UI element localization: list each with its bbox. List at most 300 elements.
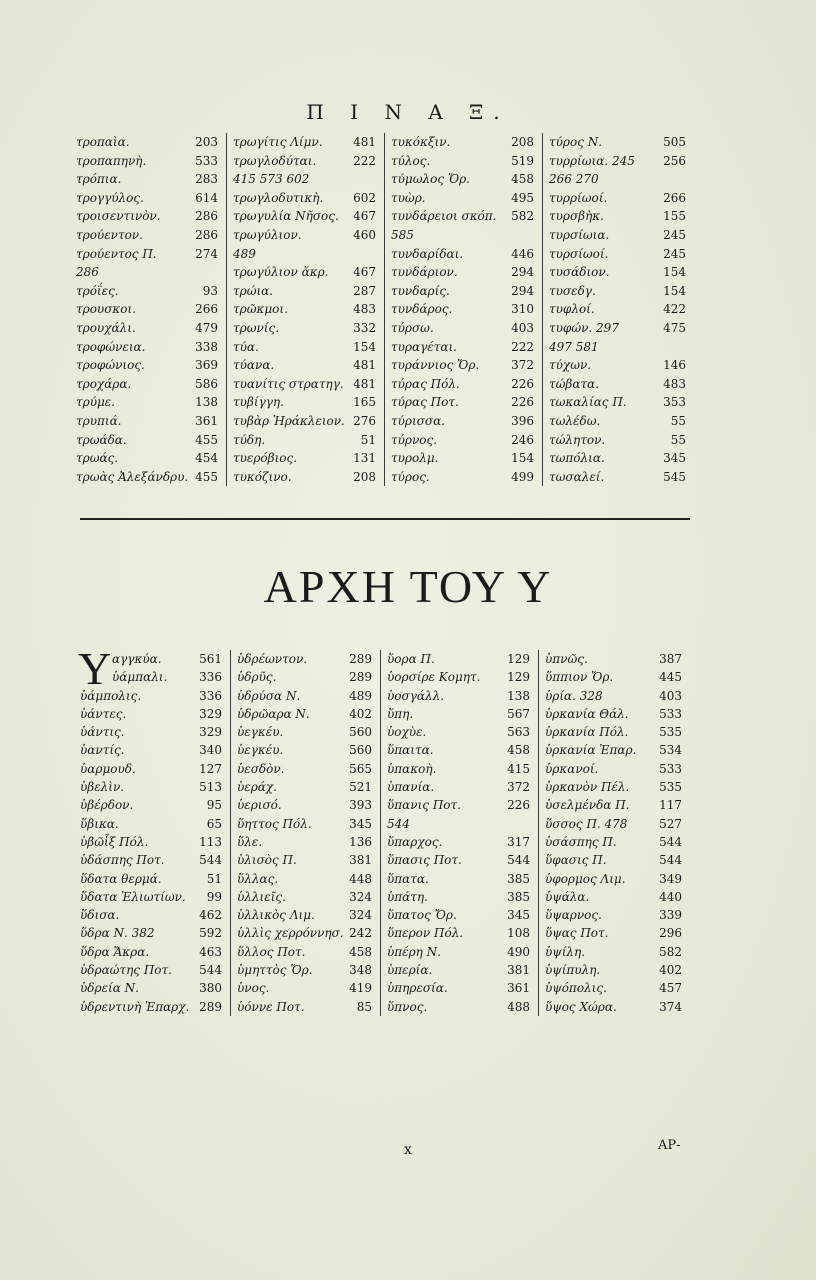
index-entry — [549, 300, 694, 319]
entry-page-number: 289 — [199, 999, 222, 1014]
entry-term: τώλητον. — [549, 432, 606, 447]
entry-page-number: 155 — [663, 209, 686, 224]
entry-term: τυνδάρος. — [391, 302, 453, 317]
entry-term: τροισεντινὸν. — [76, 209, 161, 224]
catchword: ΑΡ- — [658, 1138, 681, 1153]
entry-term: ὕορα Π. — [387, 652, 435, 666]
index-entry — [391, 412, 542, 431]
entry-page-number: 463 — [199, 944, 222, 959]
index-entry — [549, 412, 694, 431]
top-column — [384, 133, 542, 486]
entry-page-number: 467 — [353, 265, 376, 280]
entry-term: ὑεράχ. — [237, 780, 277, 795]
index-entry — [545, 668, 690, 686]
entry-term: τροφώνεια. — [76, 339, 146, 354]
entry-term: τρωγύλιον ἄκρ. — [233, 265, 329, 280]
entry-term: τυράννιος Ὄρ. — [391, 358, 480, 373]
index-entry — [237, 998, 380, 1016]
entry-term: ὑδρεία Ν. — [80, 981, 139, 996]
entry-page-number: 415 — [507, 761, 530, 776]
index-entry — [545, 924, 690, 942]
entry-page-number: 339 — [659, 908, 682, 923]
entry-term: τρωγύλιον. — [233, 227, 302, 242]
entry-page-number: 294 — [511, 283, 534, 298]
entry-term: ὕπη. — [387, 706, 414, 721]
entry-term: ὑδρῶαρα Ν. — [237, 706, 310, 721]
entry-page-number: 55 — [670, 432, 686, 447]
index-entry — [545, 851, 690, 869]
entry-term: τυερόβιος. — [233, 451, 298, 466]
entry-term: τυραγέται. — [391, 339, 457, 354]
entry-page-number: 458 — [511, 172, 534, 187]
index-entry — [237, 741, 380, 759]
index-entry — [387, 888, 538, 906]
index-entry — [387, 943, 538, 961]
entry-page-number: 294 — [511, 265, 534, 280]
index-entry — [237, 687, 380, 705]
entry-page-number: 129 — [507, 652, 530, 666]
index-entry — [237, 979, 380, 997]
index-entry — [545, 833, 690, 851]
entry-page-number: 454 — [195, 451, 218, 466]
index-entry — [549, 282, 694, 301]
index-entry — [387, 760, 538, 778]
entry-page-number: 154 — [511, 451, 534, 466]
entry-page-number: 283 — [195, 172, 218, 187]
entry-term: τύρος Ν. — [549, 135, 603, 149]
entry-term: τροχάρα. — [76, 376, 132, 391]
entry-page-number: 345 — [507, 908, 530, 923]
entry-term: ὕπνος. — [387, 999, 428, 1014]
index-entry — [80, 650, 230, 668]
entry-page-number: 495 — [511, 190, 534, 205]
entry-term: τυφών. 297 — [549, 320, 619, 335]
entry-page-number: 490 — [507, 944, 530, 959]
entry-page-number: 385 — [507, 889, 530, 904]
index-entry — [545, 741, 690, 759]
entry-term: τώβατα. — [549, 376, 600, 391]
entry-term: ὑεσδὸν. — [237, 761, 285, 776]
entry-page-number: 226 — [511, 376, 534, 391]
index-entry — [549, 226, 694, 245]
index-entry — [391, 319, 542, 338]
entry-term: τύα. — [233, 339, 259, 354]
top-column — [226, 133, 384, 486]
entry-term: ὑλισὸς Π. — [237, 853, 297, 868]
entry-term: ὑψίλη. — [545, 944, 586, 959]
index-entry — [233, 300, 384, 319]
entry-term: τρωγίτις Λίμν. — [233, 135, 323, 149]
entry-term: ὕβικα. — [80, 816, 119, 831]
entry-page-number: 310 — [511, 302, 534, 317]
entry-page-number: 460 — [353, 227, 376, 242]
entry-term: τρωνίς. — [233, 320, 280, 335]
entry-page-number: 51 — [206, 871, 222, 886]
entry-page-number: 340 — [199, 743, 222, 758]
index-entry — [233, 338, 384, 357]
entry-term: ὑψόπολις. — [545, 981, 607, 996]
entry-term: ὑάμπολις. — [80, 688, 142, 703]
index-entry — [80, 778, 230, 796]
index-entry — [549, 468, 694, 487]
index-entry — [80, 833, 230, 851]
entry-term: ὑβῶἷξ Πόλ. — [80, 834, 149, 849]
entry-page-number: 534 — [659, 743, 682, 758]
index-entry — [549, 133, 694, 152]
entry-term: τύρνος. — [391, 432, 438, 447]
index-entry — [80, 723, 230, 741]
index-entry — [387, 906, 538, 924]
index-entry — [76, 338, 226, 357]
entry-page-number: 544 — [659, 834, 682, 849]
index-entry — [233, 431, 384, 450]
entry-page-number: 324 — [349, 889, 372, 904]
entry-page-number: 481 — [353, 135, 376, 149]
entry-term: τυνδαρίδαι. — [391, 246, 464, 261]
entry-term: ὑπανία. — [387, 780, 435, 795]
index-entry — [391, 375, 542, 394]
entry-page-number: 348 — [349, 963, 372, 978]
entry-term: ὑδρέωντον. — [237, 652, 308, 666]
index-entry — [76, 189, 226, 208]
index-entry — [387, 650, 538, 668]
index-entry — [549, 263, 694, 282]
entry-term: τυβίγγη. — [233, 395, 284, 410]
entry-page-number: 458 — [349, 944, 372, 959]
entry-term: 286 — [76, 265, 99, 280]
entry-term: τροπαὶα. — [76, 135, 130, 149]
entry-term: ὑπηρεσία. — [387, 981, 448, 996]
index-entry — [76, 431, 226, 450]
entry-term: 266 270 — [549, 172, 599, 187]
index-entry — [391, 300, 542, 319]
entry-page-number: 336 — [199, 670, 222, 685]
index-entry — [76, 468, 226, 487]
index-entry — [391, 263, 542, 282]
entry-page-number: 402 — [659, 963, 682, 978]
index-entry — [80, 888, 230, 906]
entry-page-number: 374 — [659, 999, 682, 1014]
index-entry — [237, 815, 380, 833]
bottom-column — [230, 650, 380, 1016]
entry-page-number: 203 — [195, 135, 218, 149]
entry-term: ὕλε. — [237, 834, 263, 849]
entry-page-number: 422 — [663, 302, 686, 317]
index-entry — [387, 778, 538, 796]
index-entry — [387, 998, 538, 1016]
entry-page-number: 349 — [659, 871, 682, 886]
entry-page-number: 256 — [663, 153, 686, 168]
entry-page-number: 154 — [663, 265, 686, 280]
entry-page-number: 467 — [353, 209, 376, 224]
entry-term: ὑπάτη. — [387, 889, 428, 904]
index-entry — [387, 741, 538, 759]
entry-page-number: 345 — [663, 451, 686, 466]
entry-term: τυὼρ. — [391, 190, 426, 205]
entry-page-number: 85 — [356, 999, 372, 1014]
index-entry — [391, 282, 542, 301]
index-entry — [549, 189, 694, 208]
entry-term: ὕπατα. — [387, 871, 429, 886]
entry-page-number: 527 — [659, 816, 682, 831]
entry-term: τυανίτις στρατηγ. — [233, 376, 344, 391]
signature-mark: x — [404, 1142, 412, 1158]
index-entry — [237, 870, 380, 888]
index-entry — [233, 319, 384, 338]
entry-page-number: 592 — [199, 926, 222, 941]
index-entry — [237, 723, 380, 741]
entry-term: ὕπασις Ποτ. — [387, 853, 462, 868]
entry-term: ὑπνῶς. — [545, 652, 588, 666]
index-entry — [391, 356, 542, 375]
entry-page-number: 479 — [195, 320, 218, 335]
entry-page-number: 95 — [206, 798, 222, 813]
entry-term: τροπαπηνὴ. — [76, 153, 147, 168]
entry-page-number: 286 — [195, 227, 218, 242]
index-entry — [549, 338, 694, 357]
entry-page-number: 289 — [349, 670, 372, 685]
entry-term: τυνδάρειοι σκόπ. — [391, 209, 497, 224]
entry-term: ὑοσγάλλ. — [387, 688, 445, 703]
entry-page-number: 533 — [195, 153, 218, 168]
entry-term: τρωάδα. — [76, 432, 127, 447]
index-entry — [80, 998, 230, 1016]
top-index-table — [76, 133, 716, 486]
index-entry — [76, 319, 226, 338]
entry-term: τρωγλοδυτικὴ. — [233, 190, 324, 205]
entry-term: τρῶκμοι. — [233, 302, 288, 317]
entry-page-number: 563 — [507, 725, 530, 740]
entry-page-number: 448 — [349, 871, 372, 886]
index-entry — [80, 870, 230, 888]
entry-term: ὑπερία. — [387, 963, 433, 978]
entry-page-number: 481 — [353, 376, 376, 391]
index-entry — [237, 668, 380, 686]
entry-page-number: 129 — [507, 670, 530, 685]
index-entry — [80, 851, 230, 869]
entry-term: τυρσίωοί. — [549, 246, 609, 261]
bottom-column — [538, 650, 690, 1016]
index-entry — [76, 170, 226, 189]
entry-term: τυνδάριον. — [391, 265, 458, 280]
entry-term: ὑνος. — [237, 981, 270, 996]
entry-term: ὕψας Ποτ. — [545, 926, 609, 941]
entry-page-number: 561 — [199, 652, 222, 666]
entry-term: ὑδραώτης Ποτ. — [80, 963, 172, 978]
entry-page-number: 372 — [511, 358, 534, 373]
index-entry — [80, 815, 230, 833]
bottom-index-table — [80, 650, 720, 1016]
entry-term: τρούεντον. — [76, 227, 143, 242]
entry-page-number: 336 — [199, 688, 222, 703]
index-entry — [80, 796, 230, 814]
entry-page-number: 602 — [353, 190, 376, 205]
entry-term: ὕδατα Ἐλιωτίων. — [80, 889, 186, 904]
entry-page-number: 380 — [199, 981, 222, 996]
index-entry — [76, 282, 226, 301]
entry-page-number: 567 — [507, 706, 530, 721]
entry-term: τύρας Ποτ. — [391, 395, 459, 410]
entry-page-number: 475 — [663, 320, 686, 335]
entry-term: ὑορσίρε Κομητ. — [387, 670, 481, 685]
entry-page-number: 544 — [659, 853, 682, 868]
entry-term: ὑρκανοί. — [545, 761, 599, 776]
entry-page-number: 93 — [202, 283, 218, 298]
index-entry — [76, 207, 226, 226]
index-entry — [233, 245, 384, 264]
entry-page-number: 372 — [507, 780, 530, 795]
entry-term: τυκόκξιν. — [391, 135, 451, 149]
entry-term: τρυπιά. — [76, 413, 122, 428]
index-entry — [233, 356, 384, 375]
index-entry — [545, 870, 690, 888]
index-entry — [237, 705, 380, 723]
entry-term: τυφλοί. — [549, 302, 595, 317]
index-entry — [237, 961, 380, 979]
entry-page-number: 521 — [349, 780, 372, 795]
index-entry — [80, 979, 230, 997]
entry-page-number: 361 — [195, 413, 218, 428]
entry-page-number: 544 — [199, 853, 222, 868]
entry-term: τύρισσα. — [391, 413, 445, 428]
entry-page-number: 146 — [663, 358, 686, 373]
entry-page-number: 266 — [663, 190, 686, 205]
index-entry — [387, 833, 538, 851]
index-entry — [545, 723, 690, 741]
index-entry — [237, 888, 380, 906]
entry-page-number: 276 — [353, 413, 376, 428]
entry-term: τυρρίωια. 245 — [549, 153, 635, 168]
index-entry — [76, 263, 226, 282]
index-entry — [391, 338, 542, 357]
entry-term: τωκαλίας Π. — [549, 395, 627, 410]
index-entry — [549, 152, 694, 171]
entry-term: ὕφασις Π. — [545, 853, 607, 868]
index-entry — [80, 943, 230, 961]
entry-term: ὑεγκέυ. — [237, 743, 284, 758]
dropcap-letter: Υ — [78, 643, 112, 694]
entry-term: ὑόννε Ποτ. — [237, 999, 305, 1014]
entry-term: ὑπέρη Ν. — [387, 944, 441, 959]
entry-term: ὑάντις. — [80, 725, 125, 740]
index-entry — [80, 961, 230, 979]
index-entry — [387, 687, 538, 705]
index-entry — [549, 207, 694, 226]
index-entry — [391, 152, 542, 171]
entry-page-number: 51 — [360, 432, 376, 447]
entry-page-number: 560 — [349, 743, 372, 758]
entry-page-number: 208 — [511, 135, 534, 149]
entry-page-number: 403 — [511, 320, 534, 335]
entry-term: τρογγύλος. — [76, 190, 144, 205]
index-entry — [387, 723, 538, 741]
index-entry — [387, 851, 538, 869]
entry-page-number: 582 — [659, 944, 682, 959]
entry-term: τρούεντος Π. — [76, 246, 157, 261]
entry-term: τρωὰς Ἀλεξάνδρυ. — [76, 469, 189, 484]
entry-term: τρουσκοι. — [76, 302, 137, 317]
entry-page-number: 117 — [659, 798, 682, 813]
entry-page-number: 419 — [349, 981, 372, 996]
index-entry — [237, 851, 380, 869]
entry-term: ὑρκανία Ἐπαρ. — [545, 743, 637, 758]
entry-term: τυβὰρ Ἡράκλειον. — [233, 413, 345, 428]
entry-page-number: 245 — [663, 246, 686, 261]
index-entry — [549, 356, 694, 375]
entry-page-number: 287 — [353, 283, 376, 298]
index-entry — [233, 393, 384, 412]
bottom-column — [380, 650, 538, 1016]
entry-page-number: 457 — [659, 981, 682, 996]
entry-term: ὕπερον Πόλ. — [387, 926, 464, 941]
index-entry — [80, 924, 230, 942]
top-column — [542, 133, 694, 486]
index-entry — [76, 393, 226, 412]
entry-term: τύρσω. — [391, 320, 434, 335]
entry-page-number: 533 — [659, 706, 682, 721]
index-entry — [387, 815, 538, 833]
entry-term: τυρσβὴκ. — [549, 209, 604, 224]
index-entry — [387, 979, 538, 997]
index-entry — [233, 189, 384, 208]
entry-term: ὕδισα. — [80, 908, 120, 923]
entry-term: ὑπακοὴ. — [387, 761, 437, 776]
entry-term: τυρρίωοί. — [549, 190, 608, 205]
entry-page-number: 222 — [353, 153, 376, 168]
entry-page-number: 324 — [349, 908, 372, 923]
entry-page-number: 544 — [199, 963, 222, 978]
page-header: Π Ι Ν Α Ξ. — [306, 100, 510, 124]
entry-page-number: 113 — [199, 834, 222, 849]
entry-page-number: 131 — [353, 451, 376, 466]
index-entry — [391, 393, 542, 412]
index-entry — [391, 468, 542, 487]
entry-term: τύχων. — [549, 358, 592, 373]
entry-page-number: 361 — [507, 981, 530, 996]
entry-term: τωσαλεί. — [549, 469, 605, 484]
index-entry — [545, 778, 690, 796]
entry-term: ὕψαρνος. — [545, 908, 602, 923]
index-entry — [76, 245, 226, 264]
entry-page-number: 345 — [349, 816, 372, 831]
entry-page-number: 369 — [195, 358, 218, 373]
index-entry — [76, 375, 226, 394]
entry-term: τύανα. — [233, 358, 275, 373]
entry-page-number: 560 — [349, 725, 372, 740]
entry-term: τύμωλος Ὄρ. — [391, 172, 470, 187]
entry-page-number: 393 — [349, 798, 372, 813]
index-entry — [391, 431, 542, 450]
entry-term: ὕπαιτα. — [387, 743, 434, 758]
entry-page-number: 533 — [659, 761, 682, 776]
entry-term: 585 — [391, 227, 414, 242]
index-entry — [76, 449, 226, 468]
entry-term: ὑψίπυλη. — [545, 963, 601, 978]
entry-term: ὕππιον Ὄρ. — [545, 670, 614, 685]
entry-page-number: 481 — [353, 358, 376, 373]
entry-term: τρύμε. — [76, 395, 116, 410]
entry-page-number: 108 — [507, 926, 530, 941]
index-entry — [387, 924, 538, 942]
entry-page-number: 138 — [195, 395, 218, 410]
index-entry — [237, 906, 380, 924]
entry-term: ὕδρα Ἄκρα. — [80, 944, 150, 959]
index-entry — [545, 796, 690, 814]
entry-term: ὑλλιεῖς. — [237, 889, 286, 904]
index-entry — [237, 760, 380, 778]
entry-term: ὕπανις Ποτ. — [387, 798, 461, 813]
entry-term: ὑάντες. — [80, 706, 127, 721]
